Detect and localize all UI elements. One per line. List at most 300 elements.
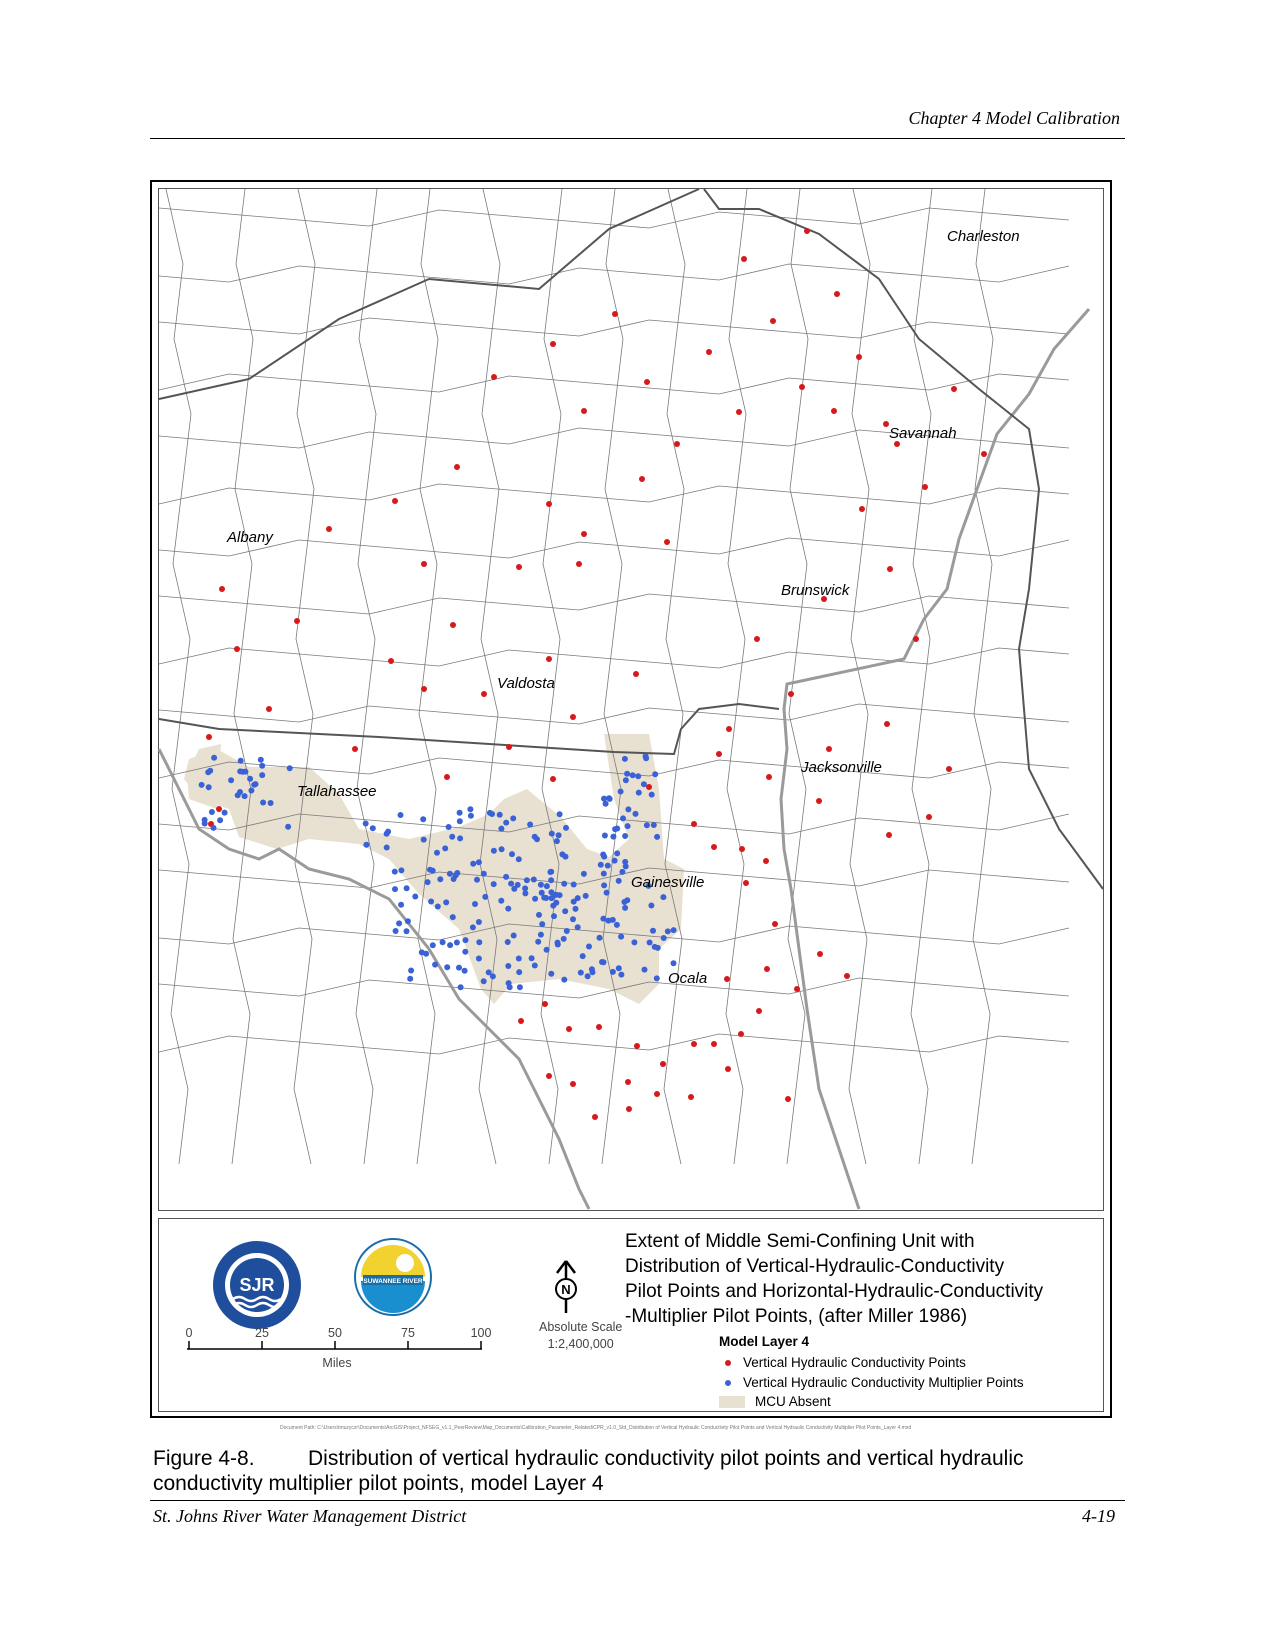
vertical-point (612, 311, 618, 317)
multiplier-point (585, 973, 591, 979)
multiplier-point (623, 777, 629, 783)
legend-item-mcu-absent (719, 1394, 831, 1409)
multiplier-point (635, 773, 641, 779)
vertical-point (576, 561, 582, 567)
multiplier-point (580, 953, 586, 959)
multiplier-point (481, 978, 487, 984)
vertical-point (506, 744, 512, 750)
multiplier-point (468, 813, 474, 819)
multiplier-point (624, 771, 630, 777)
multiplier-point (636, 790, 642, 796)
multiplier-point (544, 883, 550, 889)
multiplier-point (671, 960, 677, 966)
svg-text:SJR: SJR (239, 1275, 275, 1295)
multiplier-point (462, 949, 468, 955)
multiplier-point (581, 871, 587, 877)
multiplier-point (661, 935, 667, 941)
multiplier-point (199, 782, 205, 788)
multiplier-point (370, 825, 376, 831)
multiplier-point (446, 824, 452, 830)
srwmd-logo (353, 1237, 433, 1317)
vertical-point (754, 636, 760, 642)
multiplier-point (562, 908, 568, 914)
multiplier-point (598, 862, 604, 868)
vertical-point (884, 721, 890, 727)
vertical-point (596, 1024, 602, 1030)
vertical-point (981, 451, 987, 457)
scale-caption-line2: 1:2,400,000 (547, 1337, 614, 1351)
city-label-gainesville: Gainesville (631, 874, 705, 891)
multiplier-point (618, 934, 624, 940)
city-label-tallahassee: Tallahassee (297, 783, 377, 800)
city-label-charleston: Charleston (947, 228, 1020, 245)
scale-caption-line1: Absolute Scale (539, 1320, 623, 1334)
multiplier-point (476, 919, 482, 925)
scale-bar (187, 1327, 507, 1377)
vertical-point (887, 566, 893, 572)
multiplier-point (207, 768, 213, 774)
legend-layer-heading: Model Layer 4 (719, 1334, 810, 1349)
multiplier-point (503, 820, 509, 826)
vertical-point (639, 476, 645, 482)
multiplier-point (549, 831, 555, 837)
multiplier-point (486, 969, 492, 975)
multiplier-point (622, 905, 628, 911)
vertical-point (826, 746, 832, 752)
legend-title-line: Extent of Middle Semi-Confining Unit with (625, 1231, 975, 1252)
multiplier-point (472, 901, 478, 907)
multiplier-point (398, 867, 404, 873)
multiplier-point (624, 897, 630, 903)
multiplier-point (529, 955, 535, 961)
multiplier-point (647, 940, 653, 946)
multiplier-point (517, 984, 523, 990)
vertical-point (581, 531, 587, 537)
multiplier-point (476, 939, 482, 945)
legend-title-line: Pilot Points and Horizontal-Hydraulic-Conductivity (625, 1281, 1044, 1302)
multiplier-point (384, 845, 390, 851)
multiplier-point (404, 928, 410, 934)
vertical-point (817, 951, 823, 957)
multiplier-point (654, 834, 660, 840)
multiplier-point (408, 968, 414, 974)
multiplier-point (423, 951, 429, 957)
multiplier-point (600, 916, 606, 922)
blue-dot-icon (725, 1380, 731, 1386)
vertical-point (550, 776, 556, 782)
multiplier-point (539, 921, 545, 927)
multiplier-point (603, 801, 609, 807)
multiplier-point (527, 822, 533, 828)
north-arrow-icon (551, 1259, 581, 1315)
vertical-point (706, 349, 712, 355)
multiplier-point (532, 896, 538, 902)
vertical-point (711, 844, 717, 850)
multiplier-point (604, 890, 610, 896)
multiplier-point (447, 871, 453, 877)
multiplier-point (601, 959, 607, 965)
vertical-point (736, 409, 742, 415)
multiplier-point (563, 825, 569, 831)
multiplier-point (630, 772, 636, 778)
multiplier-point (543, 895, 549, 901)
multiplier-point (631, 939, 637, 945)
multiplier-point (547, 869, 553, 875)
multiplier-point (534, 836, 540, 842)
multiplier-point (253, 781, 259, 787)
multiplier-point (491, 881, 497, 887)
multiplier-point (444, 964, 450, 970)
multiplier-point (505, 939, 511, 945)
scale-tick-label: 100 (470, 1326, 492, 1340)
vertical-point (352, 746, 358, 752)
footer-rule (150, 1500, 1125, 1501)
multiplier-point (211, 755, 217, 761)
multiplier-point (649, 792, 655, 798)
document-path: Document Path: C:\Users\tmuzyczr\Documents\ArcGIS\Project_NFSEG_v1.1_PeerReview\Map_Documents\Calibration_Parameter_Related\CPR_v1.0_Std_Distribution of Vertical Hydraulic Conductivity Pilot Points and Vertical Hydraulic Conductivity Multiplier Pilot Points_Layer 4.mxd (280, 1425, 912, 1431)
vertical-point (716, 751, 722, 757)
multiplier-point (434, 850, 440, 856)
figure-caption-text: Distribution of vertical hydraulic conductivity pilot points and vertical hydraulic conductivity multiplier pilot points, model Layer 4 (153, 1447, 1024, 1495)
legend-item-label: MCU Absent (755, 1394, 831, 1409)
multiplier-point (620, 815, 626, 821)
multiplier-point (407, 976, 413, 982)
multiplier-point (578, 970, 584, 976)
vertical-point (542, 1001, 548, 1007)
multiplier-point (552, 892, 558, 898)
multiplier-point (652, 771, 658, 777)
vertical-point (674, 441, 680, 447)
multiplier-point (536, 912, 542, 918)
multiplier-point (614, 850, 620, 856)
multiplier-point (217, 817, 223, 823)
vertical-point (216, 806, 222, 812)
multiplier-point (616, 965, 622, 971)
vertical-point (766, 774, 772, 780)
multiplier-point (396, 920, 402, 926)
multiplier-point (228, 777, 234, 783)
multiplier-point (385, 829, 391, 835)
svg-text:SUWANNEE RIVER: SUWANNEE RIVER (363, 1278, 423, 1285)
vertical-point (922, 484, 928, 490)
multiplier-point (654, 975, 660, 981)
multiplier-point (516, 969, 522, 975)
multiplier-point (583, 893, 589, 899)
vertical-point (794, 986, 800, 992)
vertical-point (444, 774, 450, 780)
map-canvas[interactable] (159, 189, 1103, 1210)
vertical-point (691, 1041, 697, 1047)
multiplier-point (287, 765, 293, 771)
vertical-point (799, 384, 805, 390)
multiplier-point (548, 877, 554, 883)
vertical-point (739, 846, 745, 852)
multiplier-point (474, 877, 480, 883)
multiplier-point (610, 834, 616, 840)
vertical-point (644, 379, 650, 385)
multiplier-point (522, 890, 528, 896)
figure-caption-label: Figure 4-8. (153, 1447, 255, 1470)
multiplier-point (601, 871, 607, 877)
multiplier-point (421, 837, 427, 843)
vertical-point (266, 706, 272, 712)
multiplier-point (498, 898, 504, 904)
multiplier-point (503, 874, 509, 880)
multiplier-point (211, 825, 217, 831)
city-label-ocala: Ocala (668, 970, 708, 987)
multiplier-point (206, 784, 212, 790)
multiplier-point (516, 856, 522, 862)
multiplier-point (605, 863, 611, 869)
vertical-point (518, 1018, 524, 1024)
multiplier-point (462, 968, 468, 974)
multiplier-point (454, 940, 460, 946)
multiplier-point (655, 945, 661, 951)
multiplier-point (470, 861, 476, 867)
sjr-logo (211, 1239, 303, 1331)
multiplier-point (575, 895, 581, 901)
multiplier-point (447, 942, 453, 948)
vertical-point (856, 354, 862, 360)
multiplier-point (202, 821, 208, 827)
multiplier-point (573, 906, 579, 912)
multiplier-point (642, 967, 648, 973)
vertical-point (206, 734, 212, 740)
vertical-point (946, 766, 952, 772)
multiplier-point (544, 947, 550, 953)
vertical-point (756, 1008, 762, 1014)
vertical-point (886, 832, 892, 838)
vertical-point (926, 814, 932, 820)
multiplier-point (618, 789, 624, 795)
vertical-point (626, 1106, 632, 1112)
multiplier-point (443, 899, 449, 905)
vertical-point (546, 1073, 552, 1079)
vertical-point (859, 506, 865, 512)
multiplier-point (489, 811, 495, 817)
multiplier-point (539, 890, 545, 896)
vertical-point (219, 586, 225, 592)
legend-panel (158, 1218, 1104, 1412)
multiplier-point (511, 886, 517, 892)
vertical-point (660, 1061, 666, 1067)
vertical-point (491, 374, 497, 380)
multiplier-point (404, 885, 410, 891)
multiplier-point (499, 846, 505, 852)
multiplier-point (259, 772, 265, 778)
multiplier-point (392, 869, 398, 875)
legend-item-vertical-points (719, 1355, 966, 1370)
multiplier-point (633, 811, 639, 817)
multiplier-point (548, 971, 554, 977)
vertical-point (688, 1094, 694, 1100)
vertical-point (421, 686, 427, 692)
multiplier-point (618, 972, 624, 978)
multiplier-point (651, 822, 657, 828)
scale-caption (539, 1319, 622, 1353)
footer-organization: St. Johns River Water Management District (153, 1506, 467, 1526)
multiplier-point (482, 894, 488, 900)
scale-tick-label: 75 (401, 1326, 415, 1340)
multiplier-point (392, 886, 398, 892)
multiplier-point (425, 879, 431, 885)
vertical-point (738, 1031, 744, 1037)
multiplier-point (511, 933, 517, 939)
multiplier-point (555, 940, 561, 946)
vertical-point (546, 501, 552, 507)
multiplier-point (554, 838, 560, 844)
vertical-point (633, 671, 639, 677)
multiplier-point (457, 810, 463, 816)
multiplier-point (428, 899, 434, 905)
multiplier-point (622, 756, 628, 762)
multiplier-point (242, 793, 248, 799)
vertical-point (234, 646, 240, 652)
city-label-savannah: Savannah (889, 425, 957, 442)
multiplier-point (597, 935, 603, 941)
multiplier-point (610, 969, 616, 975)
multiplier-point (456, 965, 462, 971)
multiplier-point (586, 944, 592, 950)
multiplier-point (509, 851, 515, 857)
multiplier-point (570, 916, 576, 922)
footer-page-number: 4-19 (1082, 1506, 1115, 1526)
map-area[interactable] (158, 188, 1104, 1211)
multiplier-point (606, 918, 612, 924)
multiplier-point (498, 826, 504, 832)
multiplier-point (538, 932, 544, 938)
multiplier-point (457, 835, 463, 841)
multiplier-point (535, 939, 541, 945)
multiplier-point (606, 795, 612, 801)
multiplier-point (561, 936, 567, 942)
multiplier-point (614, 922, 620, 928)
city-label-brunswick: Brunswick (781, 582, 850, 599)
multiplier-point (457, 818, 463, 824)
legend-item-label: Vertical Hydraulic Conductivity Multiplier Points (743, 1375, 1024, 1390)
running-header: Chapter 4 Model Calibration (908, 108, 1120, 128)
multiplier-point (476, 956, 482, 962)
vertical-point (664, 539, 670, 545)
multiplier-point (450, 914, 456, 920)
scale-tick-label: 50 (328, 1326, 342, 1340)
vertical-point (546, 656, 552, 662)
multiplier-point (491, 848, 497, 854)
vertical-point (454, 464, 460, 470)
vertical-point (481, 691, 487, 697)
vertical-point (581, 408, 587, 414)
legend-item-multiplier-points (719, 1375, 1024, 1390)
tan-swatch-icon (719, 1396, 745, 1408)
multiplier-point (508, 881, 514, 887)
multiplier-point (619, 869, 625, 875)
multiplier-point (641, 781, 647, 787)
vertical-point (772, 921, 778, 927)
multiplier-point (614, 826, 620, 832)
multiplier-point (622, 859, 628, 865)
multiplier-point (550, 903, 556, 909)
figure-frame (150, 180, 1112, 1418)
vertical-point (764, 966, 770, 972)
vertical-point (326, 526, 332, 532)
multiplier-point (398, 902, 404, 908)
multiplier-point (601, 882, 607, 888)
multiplier-point (463, 937, 469, 943)
red-dot-icon (725, 1360, 731, 1366)
vertical-point (763, 858, 769, 864)
multiplier-point (561, 881, 567, 887)
multiplier-point (559, 851, 565, 857)
multiplier-point (398, 812, 404, 818)
vertical-point (913, 636, 919, 642)
vertical-point (392, 498, 398, 504)
city-label-jacksonville: Jacksonville (801, 759, 882, 776)
vertical-point (816, 798, 822, 804)
multiplier-point (564, 928, 570, 934)
multiplier-point (551, 913, 557, 919)
vertical-point (770, 318, 776, 324)
multiplier-point (393, 928, 399, 934)
legend-title (625, 1229, 1095, 1329)
vertical-point (724, 976, 730, 982)
multiplier-point (671, 927, 677, 933)
vertical-point (691, 821, 697, 827)
vertical-point (831, 408, 837, 414)
multiplier-point (532, 963, 538, 969)
multiplier-point (238, 758, 244, 764)
multiplier-point (602, 833, 608, 839)
multiplier-point (510, 815, 516, 821)
vertical-point (743, 880, 749, 886)
multiplier-point (458, 984, 464, 990)
multiplier-point (222, 810, 228, 816)
multiplier-point (476, 859, 482, 865)
vertical-point (844, 973, 850, 979)
multiplier-point (470, 924, 476, 930)
multiplier-point (531, 877, 537, 883)
multiplier-point (240, 769, 246, 775)
multiplier-point (247, 776, 253, 782)
scale-tick-label: 0 (185, 1326, 193, 1340)
multiplier-point (622, 833, 628, 839)
multiplier-point (420, 816, 426, 822)
multiplier-point (440, 939, 446, 945)
figure-caption (153, 1446, 1103, 1496)
vertical-point (294, 618, 300, 624)
vertical-point (785, 1096, 791, 1102)
multiplier-point (430, 942, 436, 948)
multiplier-point (430, 868, 436, 874)
header-rule (150, 138, 1125, 139)
multiplier-point (650, 928, 656, 934)
vertical-point (646, 784, 652, 790)
vertical-point (951, 386, 957, 392)
city-label-valdosta: Valdosta (497, 675, 555, 692)
multiplier-point (451, 876, 457, 882)
multiplier-point (524, 877, 530, 883)
multiplier-point (589, 966, 595, 972)
vertical-point (550, 341, 556, 347)
vertical-point (388, 658, 394, 664)
multiplier-point (571, 882, 577, 888)
multiplier-point (435, 904, 441, 910)
vertical-point (711, 1041, 717, 1047)
vertical-point (592, 1114, 598, 1120)
multiplier-point (505, 963, 511, 969)
multiplier-point (505, 906, 511, 912)
vertical-point (788, 691, 794, 697)
vertical-point (516, 564, 522, 570)
